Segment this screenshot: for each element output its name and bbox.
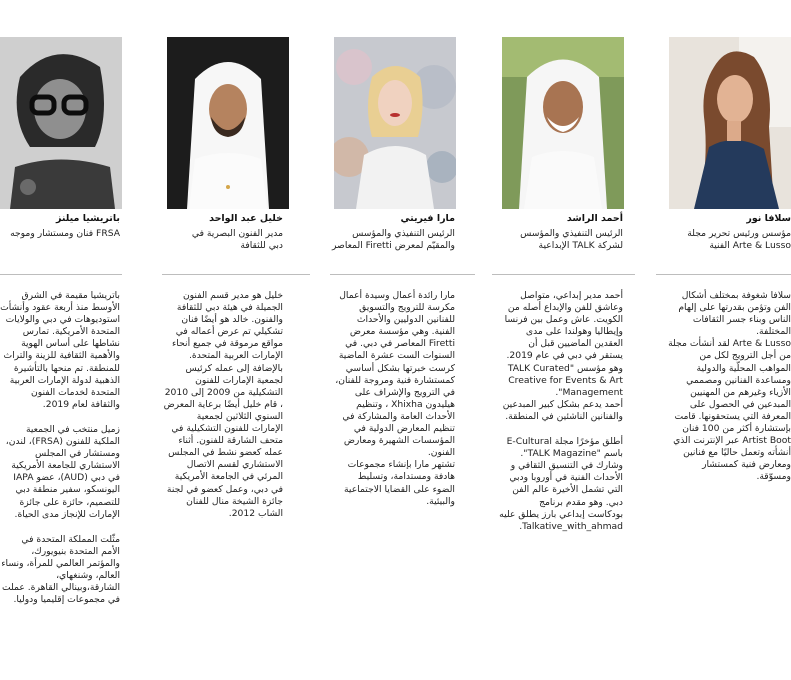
bio-paragraph	[0, 534, 120, 607]
bio-line: وإيطاليا وهولندا على مدى	[525, 326, 623, 338]
profile-ahmed-alrashed	[490, 0, 635, 680]
bio-line: باسم "TALK Magazine".	[520, 448, 623, 460]
profile-name: باتريشيا ميلنز	[55, 213, 120, 224]
bio-line: هادفة ومستدامة، وتسليط	[357, 471, 455, 483]
bio-line: ومساعدة الفنانين ومصممي	[686, 374, 791, 386]
bio-line: التشكيلية من 2009 إلى 2010	[164, 386, 283, 398]
bio-line: الذهبية لدولة الإمارات العربية	[9, 374, 120, 386]
bio-line: عمله كعضو نشط في المجلس	[168, 447, 283, 459]
bio-line: والمؤتمر العالمي للمرأة، ونساء	[1, 557, 120, 569]
bio-line: الملكية للفنون (FRSA)، لندن،	[5, 436, 120, 448]
bio-line: ومستشار في المجلس	[35, 448, 120, 460]
bio-paragraph	[0, 424, 120, 521]
bio-line: مارا رائدة أعمال وسيدة أعمال	[339, 290, 455, 301]
bio-line: باتريشيا مقيمة في الشرق	[21, 290, 120, 301]
bio-paragraph	[493, 290, 623, 423]
bio-line: بالإضافة إلى عمله كرئيس	[185, 362, 283, 374]
bio-line: والفنون. خالد هو أيضًا فنان	[181, 314, 283, 326]
bio-line: والفنانين الناشئين في المنطقة.	[505, 410, 623, 422]
bio-line: الإمارات العربية المتحدة.	[188, 350, 283, 362]
bio-line: الضوء على القضايا الاجتماعية	[344, 483, 455, 495]
portrait-man-ghutra-beard-icon	[167, 37, 289, 209]
bio-line: من أجل الترويج لكل من	[699, 350, 791, 362]
bio-line: Firetti المعاصر في دبي. في	[345, 338, 455, 350]
bio-line: المؤسسات الشهيرة ومعارض	[343, 435, 455, 447]
bio-line: والبيئية.	[426, 495, 455, 507]
bio-line: الأوسط منذ أربعة عقود وأنشأت	[0, 302, 120, 314]
profile-role	[520, 228, 623, 252]
bio-line: أحمد يدعم بشكل كبير المبدعين	[502, 398, 623, 410]
portrait-photo	[167, 37, 289, 209]
divider	[656, 274, 791, 275]
bio-line: الكويت. عاش وعمل بين فرنسا	[504, 314, 623, 326]
bio-line: والثقافة لعام 2019.	[42, 398, 120, 410]
bio-line: الإمارات للإنجاز مدى الحياة.	[14, 508, 120, 520]
bio-line: ومسوّقة.	[756, 471, 791, 483]
profile-bio	[656, 290, 791, 497]
bio-line: تشتهر مارا بإنشاء مجموعات	[347, 459, 455, 471]
bio-line: للمنطقة. تم منحها بالتأشيرة	[13, 362, 120, 374]
bio-line: التي تشمل الأخيرة عالم الفن	[512, 484, 623, 496]
bio-paragraph	[493, 436, 623, 533]
profile-name: خليل عبد الواحد	[209, 213, 283, 224]
role-line: دبي للثقافة	[240, 240, 283, 251]
bio-line: ، قام خليل أيضًا برعاية المعرض	[163, 398, 283, 410]
bio-line: مكرسة للترويج والتسويق	[359, 302, 455, 314]
bio-line: ومعارض فنية كمستشار	[702, 459, 791, 471]
role-line: مؤسس ورئيس تحرير مجلة	[687, 228, 791, 239]
portrait-photo	[502, 37, 624, 209]
profile-mara-firetti	[330, 0, 475, 680]
bio-line: اليونسكو، سفير منطقة دبي	[15, 484, 120, 496]
role-line: مدير الفنون البصرية في	[191, 228, 283, 239]
bio-line: للتصميم، حائزة على جائزة	[19, 496, 120, 508]
profile-role	[192, 228, 283, 252]
bio-line: مثّلت المملكة المتحدة في	[21, 533, 120, 545]
bio-line: Talkative_with_ahmad.	[519, 520, 623, 532]
profile-name: أحمد الراشد	[566, 213, 623, 224]
bio-line: خليل هو مدير قسم الفنون	[182, 290, 283, 301]
divider	[162, 274, 310, 275]
portrait-photo	[0, 37, 122, 209]
bio-line: الفنية. وهي مؤسسة معرض	[349, 326, 455, 338]
bio-line: دبي. وهو مقدم برنامج	[539, 496, 623, 508]
profile-role	[10, 228, 120, 240]
role-line: الرئيس التنفيذي والمؤسس	[520, 228, 623, 239]
bio-line: جائزة الشيخة منال للفنان	[186, 495, 283, 507]
bio-line: زميل منتخب في الجمعية	[25, 423, 120, 435]
bio-line: الجميلة في هيئة دبي للثقافة	[176, 302, 283, 314]
divider	[492, 274, 635, 275]
bio-paragraph	[0, 290, 120, 411]
bio-line: الاستشاري للجامعة الأمريكية	[11, 460, 120, 472]
bio-line: نشاطها على أساس الهوية	[21, 338, 120, 350]
portrait-woman-blonde-icon	[334, 37, 456, 209]
profile-name: مارا فيريتي	[400, 213, 455, 224]
profile-name: سلافا نور	[746, 213, 791, 224]
profile-bio	[493, 290, 623, 546]
divider	[330, 274, 475, 275]
portrait-photo	[334, 37, 456, 209]
bio-line: الفن وتؤمن بقدرتها على إلهام	[678, 302, 791, 314]
bio-line: لجمعية الإمارات للفنون	[195, 374, 283, 386]
portrait-woman-long-hair-icon	[669, 37, 791, 209]
portrait-man-ghutra-smiling-icon	[502, 37, 624, 209]
bio-line: الأزياء وغيرهم من المهنيين	[690, 386, 791, 398]
bio-line: في الترويج والإشراف على	[354, 386, 455, 398]
bio-line: المعرفة التي يستحقونها. قامت	[674, 410, 791, 422]
bio-paragraph	[656, 290, 791, 484]
bio-line: وهو مؤسس "TALK Curated	[507, 362, 623, 374]
bio-line: في دبي (AUD)، عضو IAPA	[13, 472, 120, 484]
bio-line: Management".	[555, 386, 623, 398]
bio-line: المتحدة لخدمات الفنون	[30, 386, 120, 398]
bio-line: تشكيلي تم عرض أعماله في	[175, 326, 283, 338]
profile-bio	[158, 290, 283, 533]
bio-line: بإستشارة أكثر من 100 فنان	[682, 423, 791, 435]
bio-line: أنشأته وتعمل حاليًا مع فنانين	[683, 447, 791, 459]
profile-patricia-millns	[0, 0, 148, 680]
bio-line: هيليدون Xhixha ، وتنظيم	[356, 398, 455, 410]
bio-line: الاستشاري لقسم الاتصال	[186, 459, 283, 471]
bio-line: كرست خبرتها بشكل أساسي	[345, 362, 455, 374]
bio-line: في مجموعات إقليميا ودوليا.	[13, 594, 120, 606]
bio-line: الأحداث العامة والمشاركة في	[342, 410, 455, 422]
bio-line: وعاشق للفن والإبداع أصله من	[507, 302, 623, 314]
bio-line: بودكاست إبداعي بارز يطلق عليه	[499, 508, 623, 520]
role-line: لشركة TALK الإبداعية	[538, 240, 623, 251]
bio-line: الشارقة،وبينالي القاهرة. عملت	[1, 582, 120, 594]
bio-line: الشاب 2012.	[228, 507, 283, 519]
role-line: FRSA فنان ومستشار وموجه	[10, 228, 120, 239]
profile-bio	[0, 290, 120, 619]
bio-paragraph	[158, 290, 283, 520]
bio-line: الناس وبناء جسر الثقافات	[692, 314, 791, 326]
bio-line: السنوات الست عشرة الماضية	[338, 350, 455, 362]
bio-paragraph	[325, 290, 455, 508]
bio-line: الأحداث الفنية في أوروبا ودبي	[509, 472, 623, 484]
bio-line: استوديوهات في دبي والولايات	[5, 314, 120, 326]
bio-line: سلافا شغوفة بمختلف أشكال	[681, 290, 791, 301]
profile-role	[332, 228, 455, 252]
bio-line: تنظيم المعارض الدولية في	[353, 423, 455, 435]
bio-line: أحمد مدير إبداعي، متواصل	[520, 290, 623, 301]
bio-line: مواقع مرموقة في جميع أنحاء	[171, 338, 283, 350]
bio-line: العقدين الماضيين قبل أن	[528, 338, 623, 350]
bio-line: الفنون.	[427, 447, 455, 459]
bio-line: المتحدة الأمريكية. تمارس	[22, 326, 120, 338]
bio-line: العالم، وشنغهاي،	[56, 569, 120, 581]
bio-line: والأهمية الثقافية للزينة والتراث	[3, 350, 120, 362]
profile-slava-nour	[656, 0, 791, 680]
bio-line: Arte & Lusso لقد أنشأت مجلة	[668, 338, 791, 350]
bio-line: للفنانين الدوليين والأحداث	[356, 314, 455, 326]
bio-line: في دبي، وعمل كعضو في لجنة	[166, 483, 283, 495]
profile-bio	[325, 290, 455, 521]
bio-line: Artist Boot عبر الإنترنت الذي	[673, 435, 791, 447]
portrait-woman-glasses-icon	[0, 37, 122, 209]
divider	[0, 274, 122, 275]
role-line: والمقيّم لمعرض Firetti المعاصر	[331, 240, 455, 251]
portrait-photo	[669, 37, 791, 209]
bio-line: أطلق مؤخرًا مجلة E-Cultural	[506, 436, 623, 448]
role-line: Arte & Lusso الفنية	[709, 240, 791, 251]
profile-role	[687, 228, 791, 252]
bio-line: المواهب المحلّية والدولية	[696, 362, 791, 374]
bio-line: المختلفة.	[756, 326, 791, 338]
bio-line: السنوي الثلاثين لجمعية	[196, 410, 283, 422]
bio-line: الإمارات للفنون التشكيلية في	[171, 423, 283, 435]
profile-khalil-abdulwahid	[160, 0, 310, 680]
bio-line: يستقر في دبي في عام 2019.	[506, 350, 623, 362]
role-line: الرئيس التنفيذي والمؤسس	[352, 228, 455, 239]
bio-line: المبدعين في الحصول على	[689, 398, 791, 410]
bio-line: المرئي في الجامعة الأمريكية	[174, 471, 283, 483]
bio-line: Creative for Events & Art	[508, 374, 623, 386]
bio-line: الأمم المتحدة بنيويورك،	[31, 545, 120, 557]
bio-line: متحف الشارقة للفنون. أثناء	[178, 435, 283, 447]
bio-line: وشارك في التنسيق الثقافي و	[510, 460, 623, 472]
bio-line: كمستشارة فنية ومروجة للفنان،	[335, 374, 455, 386]
